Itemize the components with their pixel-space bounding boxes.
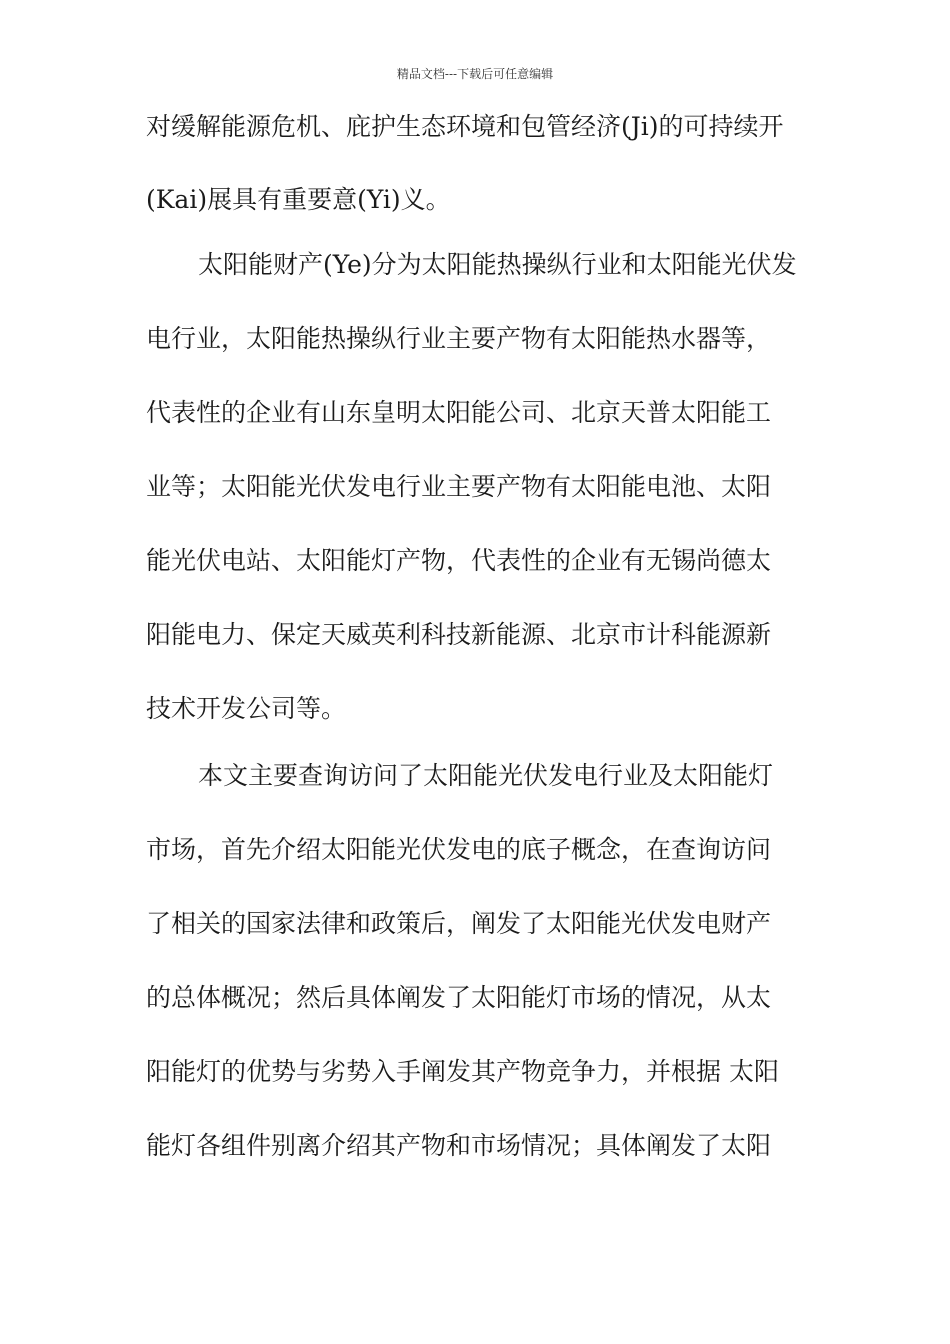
text-line: (Kai)展具有重要意(Yi)义。 (146, 185, 451, 214)
text-line: 技术开发公司等。 (146, 694, 347, 723)
text-line: 阳能电力、保定天威英利科技新能源、北京市计科能源新 (146, 620, 772, 649)
text-line: 电行业，太阳能热操纵行业主要产物有太阳能热水器等， (146, 324, 772, 353)
text-line: 业等；太阳能光伏发电行业主要产物有太阳能电池、太阳 (146, 472, 772, 501)
text-line: 能光伏电站、太阳能灯产物，代表性的企业有无锡尚德太 (146, 546, 772, 575)
paragraph-first-line: 太阳能财产(Ye)分为太阳能热操纵行业和太阳能光伏发 (198, 250, 797, 279)
text-line: 代表性的企业有山东皇明太阳能公司、北京天普太阳能工 (146, 398, 772, 427)
text-line: 能灯各组件别离介绍其产物和市场情况；具体阐发了太阳 (146, 1131, 772, 1160)
text-line: 对缓解能源危机、庇护生态环境和包管经济(Ji)的可持续开 (146, 112, 784, 141)
paragraph-first-line: 本文主要查询访问了太阳能光伏发电行业及太阳能灯 (198, 761, 774, 790)
text-line: 了相关的国家法律和政策后，阐发了太阳能光伏发电财产 (146, 909, 772, 938)
text-line: 市场，首先介绍太阳能光伏发电的底子概念，在查询访问 (146, 835, 772, 864)
page-header: 精品文档---下载后可任意编辑 (396, 67, 554, 81)
text-line: 阳能灯的优势与劣势入手阐发其产物竞争力，并根据 太阳 (146, 1057, 779, 1086)
text-line: 的总体概况；然后具体阐发了太阳能灯市场的情况，从太 (146, 983, 772, 1012)
